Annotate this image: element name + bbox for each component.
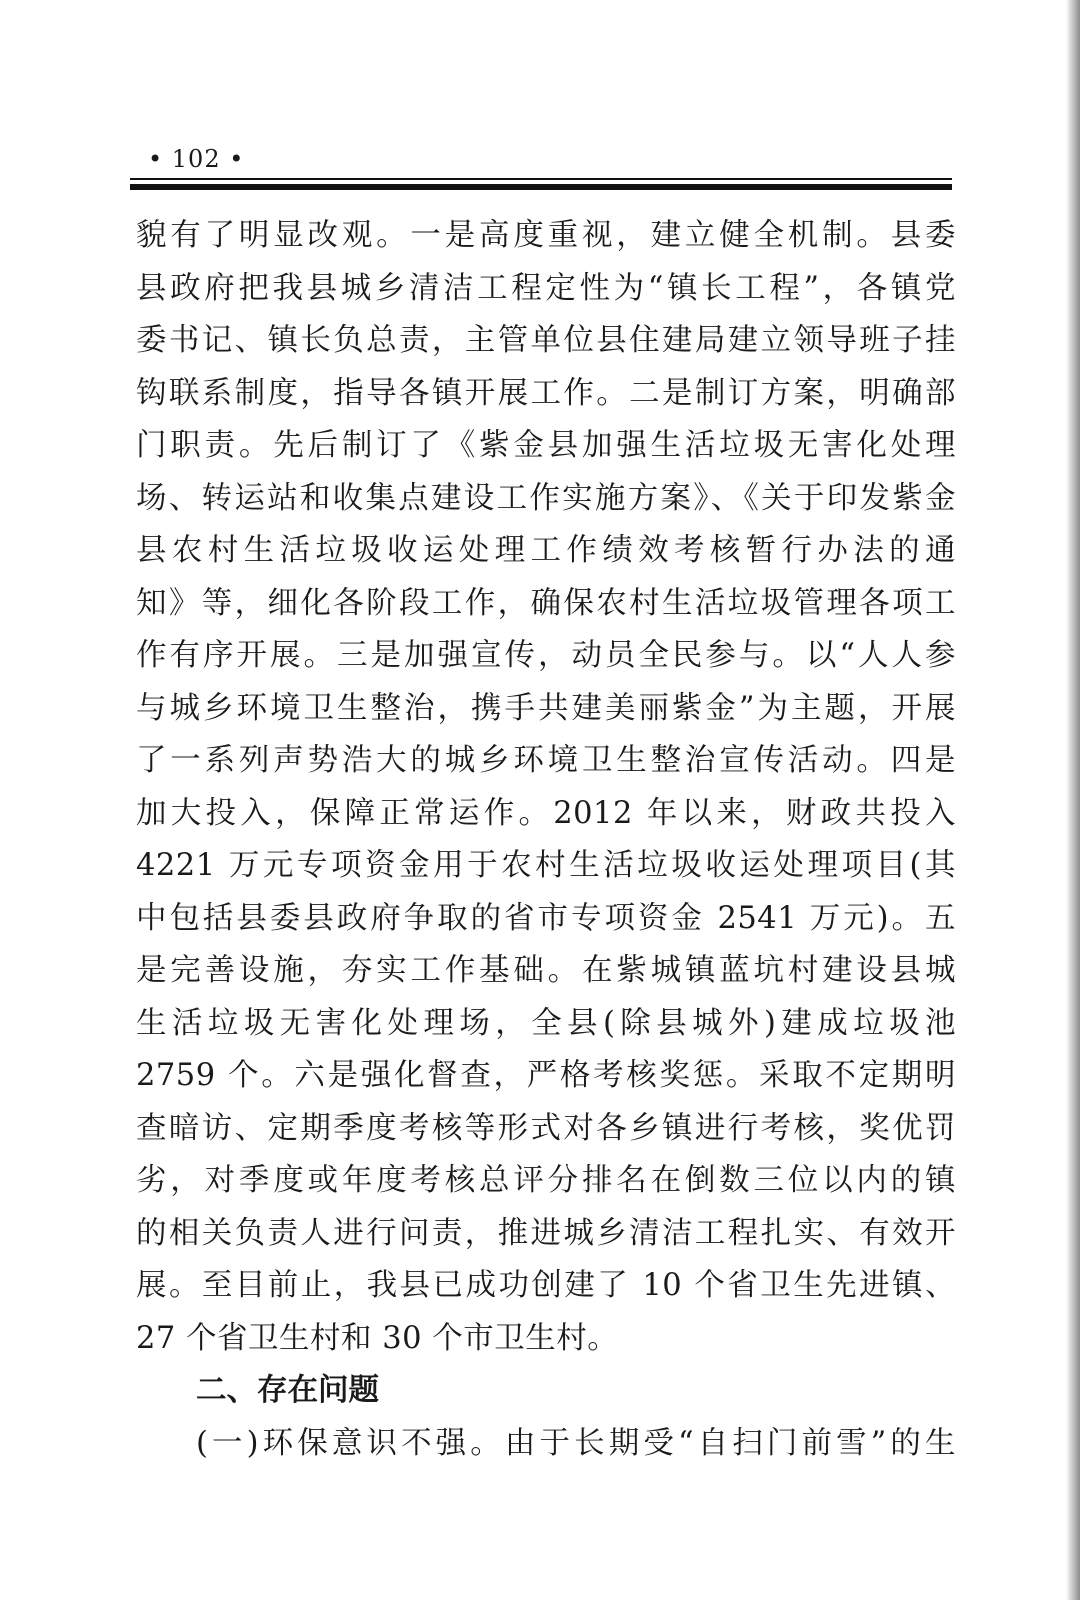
text-line: 27 个省卫生村和 30 个市卫生村。	[136, 1320, 619, 1356]
subsection-line: (一)环保意识不强。由于长期受“自扫门前雪”的生	[196, 1425, 956, 1461]
text-line: 知》等，细化各阶段工作，确保农村生活垃圾管理各项工	[136, 585, 956, 621]
text-line: 了一系列声势浩大的城乡环境卫生整治宣传活动。四是	[136, 743, 956, 778]
text-line: 展。至目前止，我县已成功创建了 10 个省卫生先进镇、	[136, 1268, 956, 1303]
body-text	[136, 210, 956, 1470]
text-line: 的相关负责人进行问责，推进城乡清洁工程扎实、有效开	[136, 1215, 956, 1251]
text-line: 作有序开展。三是加强宣传，动员全民参与。以“人人参	[136, 638, 956, 673]
page-number: • 102 •	[148, 145, 245, 173]
header-rule-thin	[130, 178, 952, 180]
text-line: 委书记、镇长负总责，主管单位县住建局建立领导班子挂	[136, 323, 956, 358]
text-line: 是完善设施，夯实工作基础。在紫城镇蓝坑村建设县城	[136, 953, 956, 988]
text-line: 中包括县委县政府争取的省市专项资金 2541 万元)。五	[136, 900, 956, 936]
page-header	[130, 142, 950, 182]
text-line: 4221 万元专项资金用于农村生活垃圾收运处理项目(其	[136, 848, 956, 883]
text-line: 劣，对季度或年度考核总评分排名在倒数三位以内的镇	[136, 1163, 956, 1198]
text-line: 2759 个。六是强化督查，严格考核奖惩。采取不定期明	[136, 1058, 956, 1093]
text-line: 县农村生活垃圾收运处理工作绩效考核暂行办法的通	[136, 533, 956, 568]
header-rule-thick	[130, 184, 952, 190]
section-heading: 二、存在问题	[196, 1373, 379, 1408]
text-line: 钩联系制度，指导各镇开展工作。二是制订方案，明确部	[136, 375, 956, 411]
text-line: 加大投入，保障正常运作。2012 年以来，财政共投入	[136, 795, 956, 831]
text-line: 貌有了明显改观。一是高度重视，建立健全机制。县委	[136, 218, 956, 253]
text-line: 与城乡环境卫生整治，携手共建美丽紫金”为主题，开展	[136, 690, 956, 726]
page-edge-shadow	[1066, 0, 1080, 1600]
text-line: 场、转运站和收集点建设工作实施方案》、《关于印发紫金	[136, 480, 956, 516]
text-line: 生活垃圾无害化处理场，全县(除县城外)建成垃圾池	[136, 1005, 956, 1041]
text-line: 查暗访、定期季度考核等形式对各乡镇进行考核，奖优罚	[136, 1110, 956, 1146]
text-line: 门职责。先后制订了《紫金县加强生活垃圾无害化处理	[136, 428, 956, 463]
text-line: 县政府把我县城乡清洁工程定性为“镇长工程”，各镇党	[136, 270, 956, 306]
